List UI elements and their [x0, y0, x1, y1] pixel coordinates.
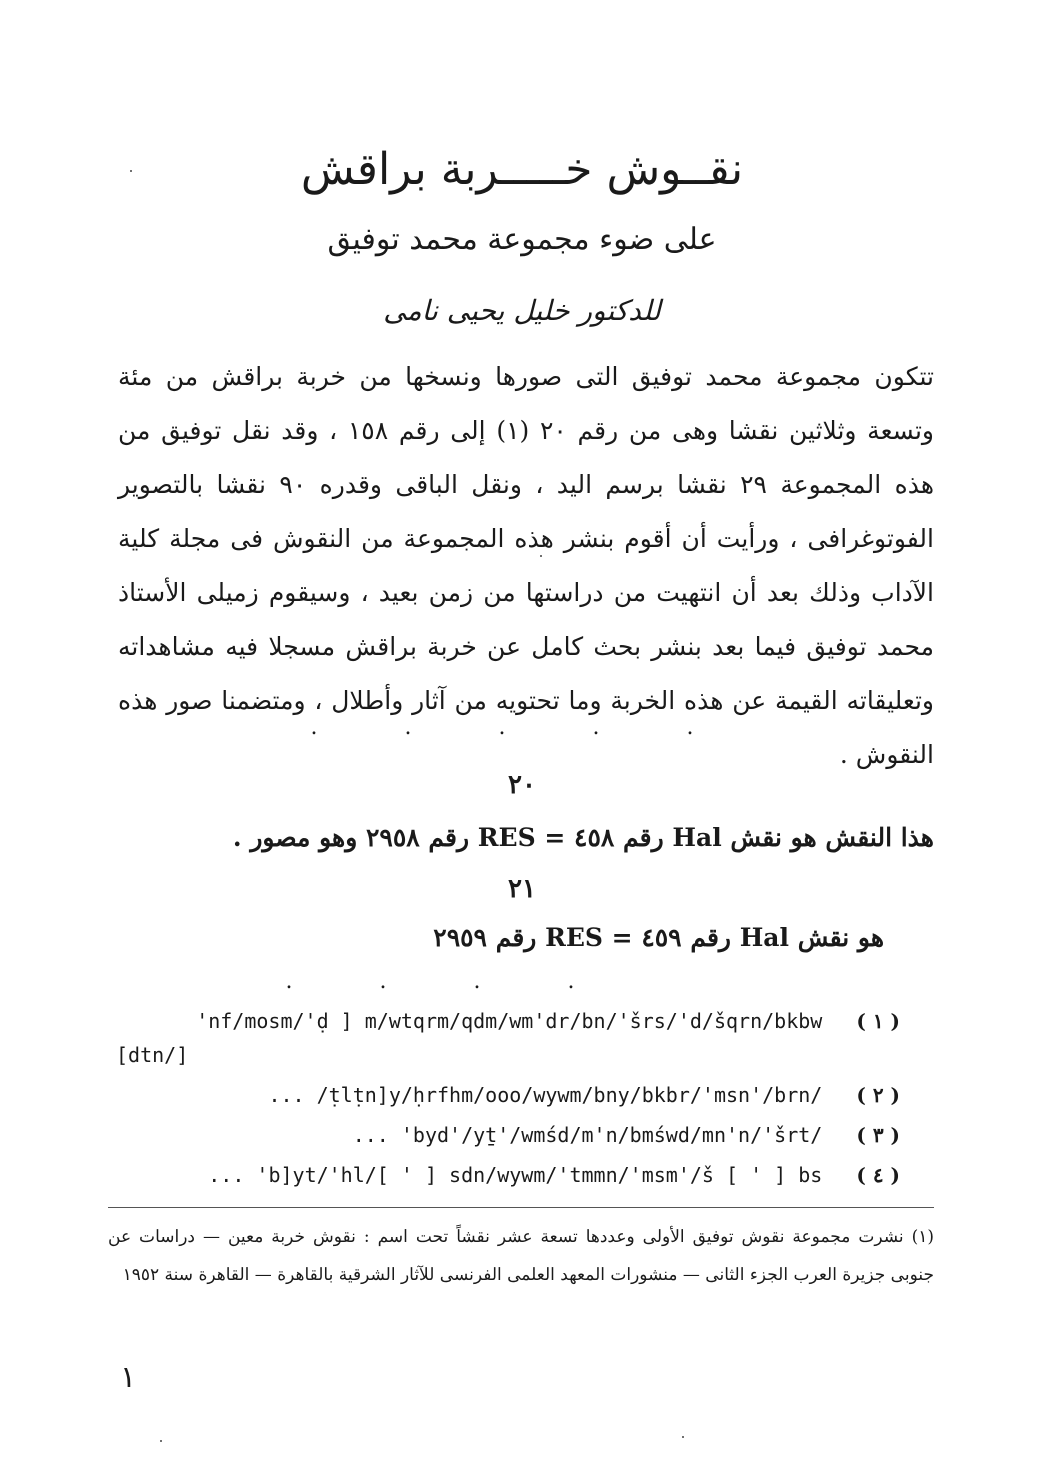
article-subtitle: على ضوء مجموعة محمد توفيق: [327, 222, 717, 257]
section-text-20: هذا النقش هو نقش Hal رقم ٤٥٨ = RES رقم ٢٩٥٨ وهو مصور .: [232, 823, 934, 852]
separator-dots-2: . . . .: [285, 969, 615, 994]
translit-line-3: [353, 1119, 900, 1151]
translit-text-1: 'nf/mosm/'ḍ ] m/wtqrm/qdm/wm'dr/bn/'šrs/'d/šqrn/bkbw: [196, 1009, 823, 1033]
translit-label-1: ( ١ ): [856, 1009, 900, 1033]
section-number-21: ٢١: [508, 874, 536, 904]
scan-speck: [540, 555, 542, 557]
translit-text-4: ... 'b]yt/'hl/[ ' ] sdn/wywm/'tmmn/'msm'/š [ ' ] bs: [208, 1163, 823, 1187]
intro-paragraph: تتكون مجموعة محمد توفيق التى صورها ونسخها من خربة براقش من مئة وتسعة وثلاثين نقشا وهى من رقم ٢٠ (١) إلى رقم ١٥٨ ، وقد نقل توفيق من هذه المجموعة ٢٩ نقشا برسم اليد ، ونقل الباقى وقدره ٩٠ نقشا بالتصوير الفوتوغرافى ، ورأيت أن أقوم بنشر هذه المجموعة من النقوش فى مجلة كلية الآداب وذلك بعد أن انتهيت من دراستها من زمن بعيد ، وسيقوم زميلى الأستاذ محمد توفيق فيما بعد بنشر بحث كامل عن خربة براقش مسجلا فيه مشاهداته وتعليقاته القيمة عن هذه الخربة وما تحتويه من آثار وأطلال ، ومتضمنا صور هذه النقوش .: [118, 362, 934, 769]
footnote-divider: [108, 1207, 934, 1208]
translit-line-4: [208, 1159, 900, 1191]
scan-speck: [130, 170, 132, 172]
translit-line-2: [268, 1079, 900, 1111]
section-number-20: ٢٠: [508, 770, 536, 800]
translit-label-4: ( ٤ ): [856, 1163, 900, 1187]
page-number: ١: [120, 1360, 137, 1395]
article-author: للدكتور خليل يحيى نامى: [383, 294, 661, 327]
footnote: (١) نشرت مجموعة نقوش توفيق الأولى وعددها تسعة عشر نقشاً تحت اسم : نقوش خربة معين — دراسات عن جنوبى جزيرة العرب الجزء الثانى — منشورات المعهد العلمى الفرنسى للآثار الشرقية بالقاهرة — القاهرة سنة ١٩٥٢: [108, 1227, 934, 1285]
section-text-21: هو نقش Hal رقم ٤٥٩ = RES رقم ٢٩٥٩: [433, 923, 884, 952]
translit-line-1: [196, 1005, 900, 1037]
translit-line-1-continuation: [dtn/]: [116, 1043, 189, 1067]
separator-dots: . . . . .: [310, 715, 734, 740]
article-title: نقــوش خـــــربة براقش: [300, 144, 744, 195]
translit-label-3: ( ٣ ): [856, 1123, 900, 1147]
translit-text-3: ... 'byd'/yṯ'/wmśd/m'n/bmśwd/mn'n/'šrt/: [352, 1123, 823, 1147]
transliteration-block: [100, 1005, 900, 1195]
translit-label-2: ( ٢ ): [856, 1083, 900, 1107]
scan-speck: [682, 1436, 684, 1438]
scan-speck: [160, 1440, 162, 1442]
translit-text-2: ... /ṭlṭn]y/ḥrfhm/ooo/wywm/bny/bkbr/'msn'/brn/: [268, 1083, 823, 1107]
